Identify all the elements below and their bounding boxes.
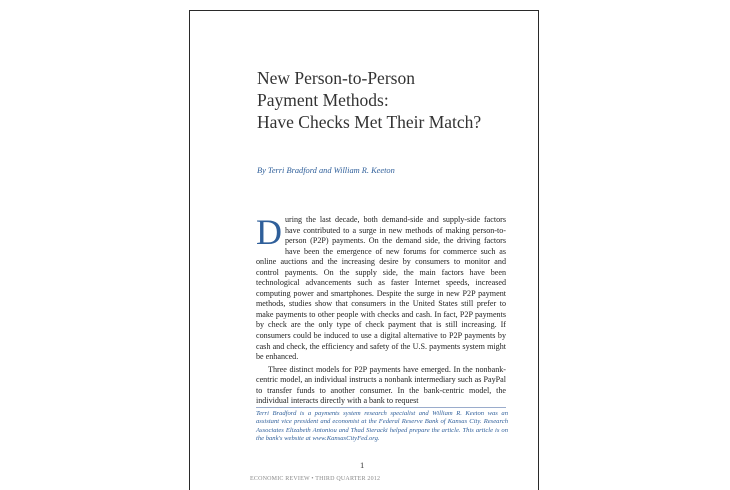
byline: By Terri Bradford and William R. Keeton bbox=[257, 166, 395, 175]
paragraph-1-text: uring the last decade, both demand-side and supply-side factors have contributed to a surge in new methods of making person-to-person (P2P) payments. On the demand side, the driving factors have been the emergence of new forums for commerce such as online auctions and the increasing desire by consumers to monitor and control payments. On the supply side, the main factors have been technological advancements such as faster Internet speeds, increased computing power and smartphones. Despite the surge in new P2P payment methods, studies show that consumers in the United States still prefer to make payments to other people with checks and cash. In fact, P2P payments by check are the only type of check payment that is still increasing. If consumers could be induced to use a digital alternative to P2P payments by cash and check, the efficiency and safety of the U.S. payments system might be enhanced. bbox=[256, 215, 506, 362]
paragraph-1 bbox=[256, 212, 506, 363]
document-page bbox=[189, 10, 539, 490]
footnote-divider bbox=[256, 407, 506, 408]
paragraph-2: Three distinct models for P2P payments have emerged. In the nonbank-centric model, an individual instructs a nonbank intermediary such as PayPal to transfer funds to another consumer. In the bank-centric model, the individual interacts directly with a bank to request bbox=[256, 364, 506, 406]
title-line-3: Have Checks Met Their Match? bbox=[257, 112, 482, 132]
article-title bbox=[257, 67, 517, 133]
title-line-2: Payment Methods: bbox=[257, 90, 389, 110]
author-footnote: Terri Bradford is a payments system research specialist and William R. Keeton was an assistant vice president and economist at the Federal Reserve Bank of Kansas City. Research Associates Elizabeth Antoniou and Thad Sieracki helped prepare the article. This article is on the bank's website at www.KansasCityFed.org. bbox=[256, 410, 508, 443]
title-line-1: New Person-to-Person bbox=[257, 68, 415, 88]
running-footer: ECONOMIC REVIEW • THIRD QUARTER 2012 bbox=[250, 476, 381, 482]
page-number: 1 bbox=[360, 460, 365, 470]
drop-cap: D bbox=[256, 212, 282, 252]
article-body bbox=[256, 212, 506, 407]
